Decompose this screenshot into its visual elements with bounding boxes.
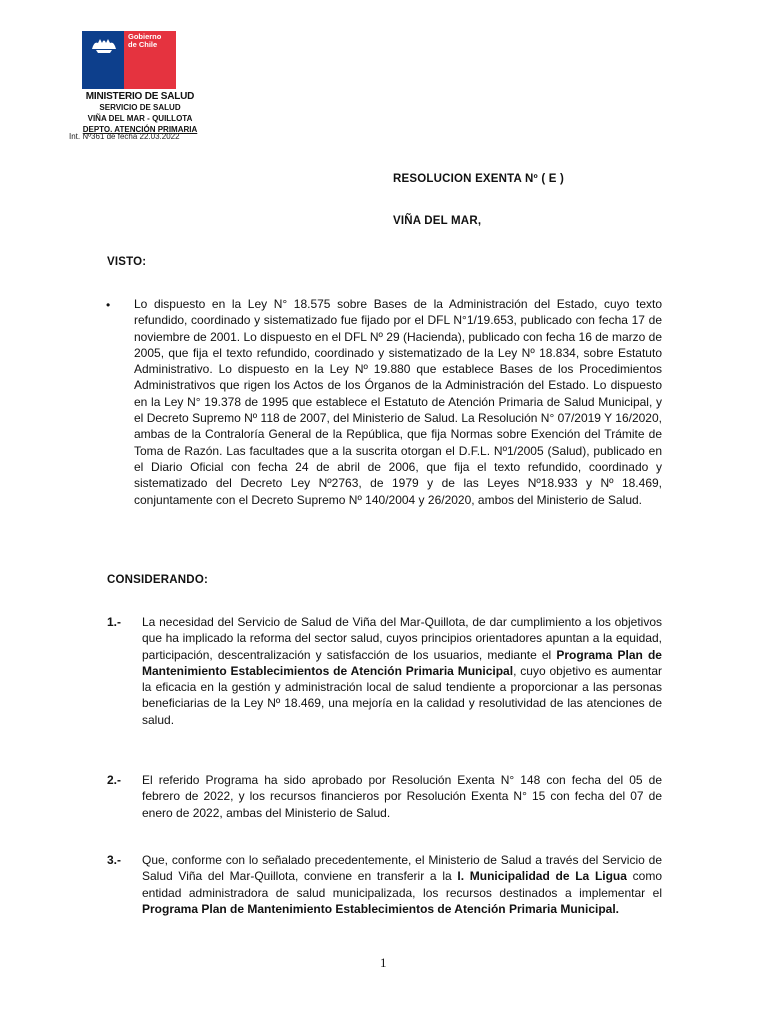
item-number: 2.- [107,773,122,787]
item-2-text: El referido Programa ha sido aprobado por Resolución Exenta N° 148 con fecha del 05 de febrero de 2022, y los recursos financieros por Resolución Exenta N° 15 con fecha del 07 de enero de 2022, ambas del Ministerio de Salud. [142,773,662,820]
page-number: 1 [380,955,387,970]
logo-flag-stripe [82,86,124,89]
logo-text [128,33,161,49]
internal-reference: Int. Nº361 de fecha 22.03.2022 [69,132,180,141]
program-name: Programa Plan de Mantenimiento Establecimientos de Atención Primaria Municipal. [142,901,619,916]
institution-header [60,91,220,135]
logo-flag-stripe-red [124,86,176,89]
item-number: 1.- [107,615,122,629]
item-1-text-b: , cuyo objetivo es aumentar la eficacia en la gestión y administración local de salud tendiente a proporcionar a las personas beneficiarias de la Ley Nº 18.469, una mejoría en la calidad y resolutividad de las atenciones de salud. [142,663,663,727]
logo-line-1: Gobierno [128,32,162,41]
considerando-heading: CONSIDERANDO: [107,574,208,586]
considerando-item-3 [142,852,662,917]
coat-of-arms-icon [88,35,120,55]
resolution-place: VIÑA DEL MAR, [393,215,482,227]
considerando-item-2 [142,772,662,821]
service-city: VIÑA DEL MAR - QUILLOTA [87,114,193,123]
resolution-title: RESOLUCION EXENTA Nº ( E ) [393,173,565,185]
visto-text: Lo dispuesto en la Ley N° 18.575 sobre Bases de la Administración del Estado, cuyo texto refundido, coordinado y sistematizado fue fijado por el DFL N°1/19.653, publicado con fecha 17 de noviembre de 2001. Lo dispuesto en el DFL Nº 29 (Hacienda), publicado con fecha 16 de marzo de 2005, que fija el texto refundido, coordinado y sistematizado de la Ley Nº 18.834, sobre Estatuto Administrativo. Lo dispuesto en la Ley Nº 19.880 que establece Bases de los Procedimientos Administrativos que rigen los Actos de los Órganos de la Administración del Estado. Lo dispuesto en la Ley N° 19.378 de 1995 que establece el Estatuto de Atención Primaria de Salud Municipal, y el Decreto Supremo Nº 118 de 2007, del Ministerio de Salud. La Resolución N° 07/2019 Y 16/2020, ambas de la Contraloría General de la República, que fija Normas sobre Exención del Trámite de Toma de Razón. Las facultades que a la suscrita otorgan el D.F.L. Nº1/2005 (Salud), publicado en el Diario Oficial con fecha 24 de abril de 2006, que fija el texto refundido, coordinado y sistematizado del Decreto Ley Nº2763, de 1979 y de las Leyes Nº18.933 y Nº 18.469, conjuntamente con el Decreto Supremo Nº 140/2004 y 26/2020, ambos del Ministerio de Salud. [134,297,662,507]
visto-heading: VISTO: [107,256,147,268]
service-name: SERVICIO DE SALUD [99,103,181,112]
department-name: DEPTO. ATENCIÓN PRIMARIA [82,125,198,134]
logo-line-2: de Chile [128,40,158,49]
item-3-text-a: Que, conforme con lo señalado precedentemente, el Ministerio de Salud a través del Servicio de Salud Viña del Mar-Quillota, conviene en transferir a la [142,853,662,884]
item-3-text-b: como entidad administradora de salud municipalizada, los recursos destinados a implementar el [142,869,662,900]
program-name: Programa Plan de Mantenimiento Establecimientos de Atención Primaria Municipal [142,647,662,678]
gobierno-de-chile-logo [82,31,176,89]
considerando-item-1 [142,614,662,728]
ministry-name: MINISTERIO DE SALUD [85,91,195,102]
municipality-name: I. Municipalidad de La Ligua [457,869,627,884]
bullet-marker: • [106,298,111,312]
item-1-text-a: La necesidad del Servicio de Salud de Viña del Mar-Quillota, de dar cumplimiento a los objetivos que ha implicado la reforma del sector salud, cuyos principios orientadores apuntan a la equidad, participación, descentralización y satisfacción de los usuarios, mediante el [142,615,662,662]
item-number: 3.- [107,853,122,867]
